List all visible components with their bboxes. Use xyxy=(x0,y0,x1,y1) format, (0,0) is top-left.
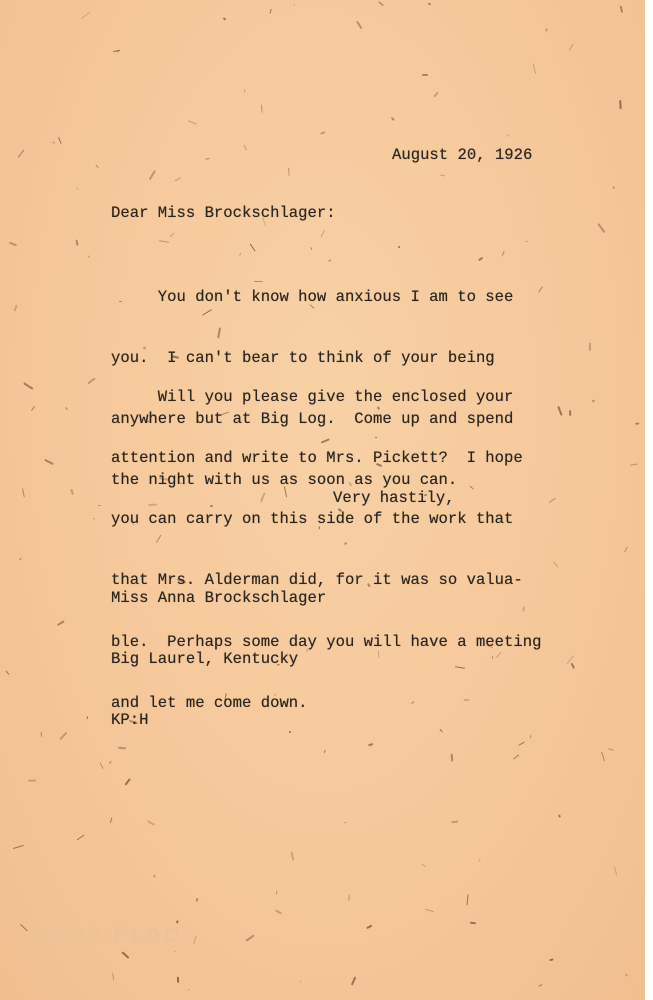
paper-fleck xyxy=(612,186,614,189)
address-line: Big Laurel, Kentucky xyxy=(111,650,299,669)
paper-fleck xyxy=(597,223,605,233)
paper-fleck xyxy=(59,732,68,741)
paper-fleck xyxy=(77,834,85,840)
paper-fleck xyxy=(293,3,295,5)
paper-fleck xyxy=(188,121,197,125)
paper-fleck xyxy=(88,255,91,258)
paper-fleck xyxy=(422,74,428,76)
paper-fleck xyxy=(17,149,24,158)
paper-fleck xyxy=(23,382,33,389)
paper-fleck xyxy=(20,924,28,931)
letter-date: August 20, 1926 xyxy=(392,146,533,164)
paper-fleck xyxy=(205,157,210,159)
paper-fleck xyxy=(193,936,196,944)
paper-fleck xyxy=(121,951,129,958)
paper-fleck xyxy=(86,716,88,719)
paper-fleck xyxy=(525,241,528,242)
paper-fleck xyxy=(613,866,616,875)
paper-fleck xyxy=(14,304,18,311)
paper-fleck xyxy=(174,950,176,952)
paper-fleck xyxy=(558,815,561,818)
paper-fleck xyxy=(421,864,426,868)
paper-fleck xyxy=(57,620,65,626)
paper-fleck xyxy=(95,164,99,168)
paper-fleck xyxy=(539,984,542,986)
paper-fleck xyxy=(569,43,574,51)
paper-fleck xyxy=(601,751,605,761)
paper-fleck xyxy=(549,958,554,961)
paper-fleck xyxy=(21,488,24,497)
paper-fleck xyxy=(592,399,595,402)
paper-fleck xyxy=(348,895,350,901)
paper-fleck xyxy=(545,28,547,31)
paper-fleck xyxy=(451,821,458,824)
paper-fleck xyxy=(169,232,174,237)
paper-fleck xyxy=(177,976,179,982)
paragraph-one-line: you. I can't bear to think of your being xyxy=(111,349,495,368)
paper-fleck xyxy=(440,175,445,177)
paper-fleck xyxy=(549,498,556,504)
paragraph-one-line: the night with us as soon as you can. xyxy=(111,471,458,490)
paper-fleck xyxy=(290,852,294,861)
paper-fleck xyxy=(625,973,628,976)
paper-fleck xyxy=(243,145,247,151)
paper-fleck xyxy=(76,239,79,246)
paper-fleck xyxy=(13,845,24,850)
paragraph-two-line: ble. Perhaps some day you will have a meeting xyxy=(111,632,542,651)
paper-fleck xyxy=(299,980,301,983)
paper-fleck xyxy=(188,989,190,990)
typist-initials: KP:H xyxy=(111,711,149,730)
paper-fleck xyxy=(57,137,61,144)
paper-fleck xyxy=(244,89,246,92)
paper-fleck xyxy=(434,92,439,98)
paragraph-one-line: You don't know how anxious I am to see xyxy=(111,287,514,306)
paper-fleck xyxy=(223,17,227,21)
paper-fleck xyxy=(196,897,199,901)
paper-fleck xyxy=(52,142,55,144)
paper-fleck xyxy=(112,972,115,980)
paper-fleck xyxy=(275,910,282,915)
paper-fleck xyxy=(553,561,558,567)
page-edge xyxy=(645,0,653,1000)
paragraph-one-line: anywhere but at Big Log. Come up and spend xyxy=(111,410,514,429)
paragraph-two-line: you can carry on this side of the work that xyxy=(111,510,514,529)
paper-fleck xyxy=(125,778,131,785)
paper-fleck xyxy=(532,63,536,74)
paper-fleck xyxy=(269,9,271,14)
paper-fleck xyxy=(506,134,510,137)
paper-fleck xyxy=(44,459,54,465)
paper-fleck xyxy=(466,895,468,906)
paragraph-two-line: and let me come down. xyxy=(111,693,308,712)
paper-fleck xyxy=(87,377,95,384)
paragraph-two-line: attention and write to Mrs. Pickett? I hope xyxy=(111,449,523,468)
paper-fleck xyxy=(76,187,79,190)
paper-fleck xyxy=(148,170,155,180)
paper-fleck xyxy=(110,817,113,823)
paper-fleck xyxy=(70,489,74,495)
paragraph-two-line: that Mrs. Alderman did, for it was so valua- xyxy=(111,571,523,590)
paper-fleck xyxy=(620,100,622,109)
paper-fleck xyxy=(40,732,42,737)
letter-closing: Very hastily, xyxy=(333,489,455,507)
paper-fleck xyxy=(245,934,254,942)
paper-fleck xyxy=(478,859,480,862)
paper-fleck xyxy=(80,12,89,19)
paper-fleck xyxy=(624,547,627,553)
paper-fleck xyxy=(569,410,571,416)
paper-fleck xyxy=(93,518,95,519)
paper-fleck xyxy=(451,754,453,762)
paper-fleck xyxy=(425,909,434,913)
paper-fleck xyxy=(175,177,182,181)
paper-fleck xyxy=(428,2,432,5)
paper-fleck xyxy=(65,407,68,410)
paper-fleck xyxy=(288,167,290,175)
paper-fleck xyxy=(619,5,623,12)
paper-fleck xyxy=(321,230,326,237)
paper-fleck xyxy=(117,51,120,53)
paper-fleck xyxy=(261,105,262,113)
paper-fleck xyxy=(147,820,155,826)
paper-fleck xyxy=(608,748,614,751)
address-line: Miss Anna Brockschlager xyxy=(111,588,327,607)
paper-fleck xyxy=(19,557,22,560)
paper-fleck xyxy=(344,822,347,824)
paper-fleck xyxy=(100,762,104,769)
recipient-address xyxy=(111,547,326,771)
archive-watermark: PMSS-PLAD xyxy=(34,922,182,947)
letter-salutation: Dear Miss Brockschlager: xyxy=(111,204,336,222)
paper-fleck xyxy=(366,924,372,929)
paper-fleck xyxy=(538,287,543,293)
paper-fleck xyxy=(153,875,155,878)
paper-fleck xyxy=(28,779,36,781)
paper-fleck xyxy=(320,132,326,136)
paper-fleck xyxy=(9,241,17,246)
paper-fleck xyxy=(470,922,476,925)
paper-fleck xyxy=(159,241,169,244)
paper-fleck xyxy=(5,670,9,674)
paper-fleck xyxy=(513,754,519,759)
paper-fleck xyxy=(558,406,563,416)
paper-fleck xyxy=(276,891,278,894)
paragraph-two-line: Will you please give the enclosed your xyxy=(111,387,514,406)
paper-fleck xyxy=(589,343,591,351)
paper-fleck xyxy=(98,505,101,506)
paper-fleck xyxy=(351,977,357,986)
paper-fleck xyxy=(634,423,638,425)
paper-fleck xyxy=(391,117,395,121)
paper-fleck xyxy=(32,406,36,412)
paper-fleck xyxy=(378,2,383,6)
paper-fleck xyxy=(630,463,638,465)
paper-fleck xyxy=(571,663,575,669)
paper-fleck xyxy=(356,21,362,29)
